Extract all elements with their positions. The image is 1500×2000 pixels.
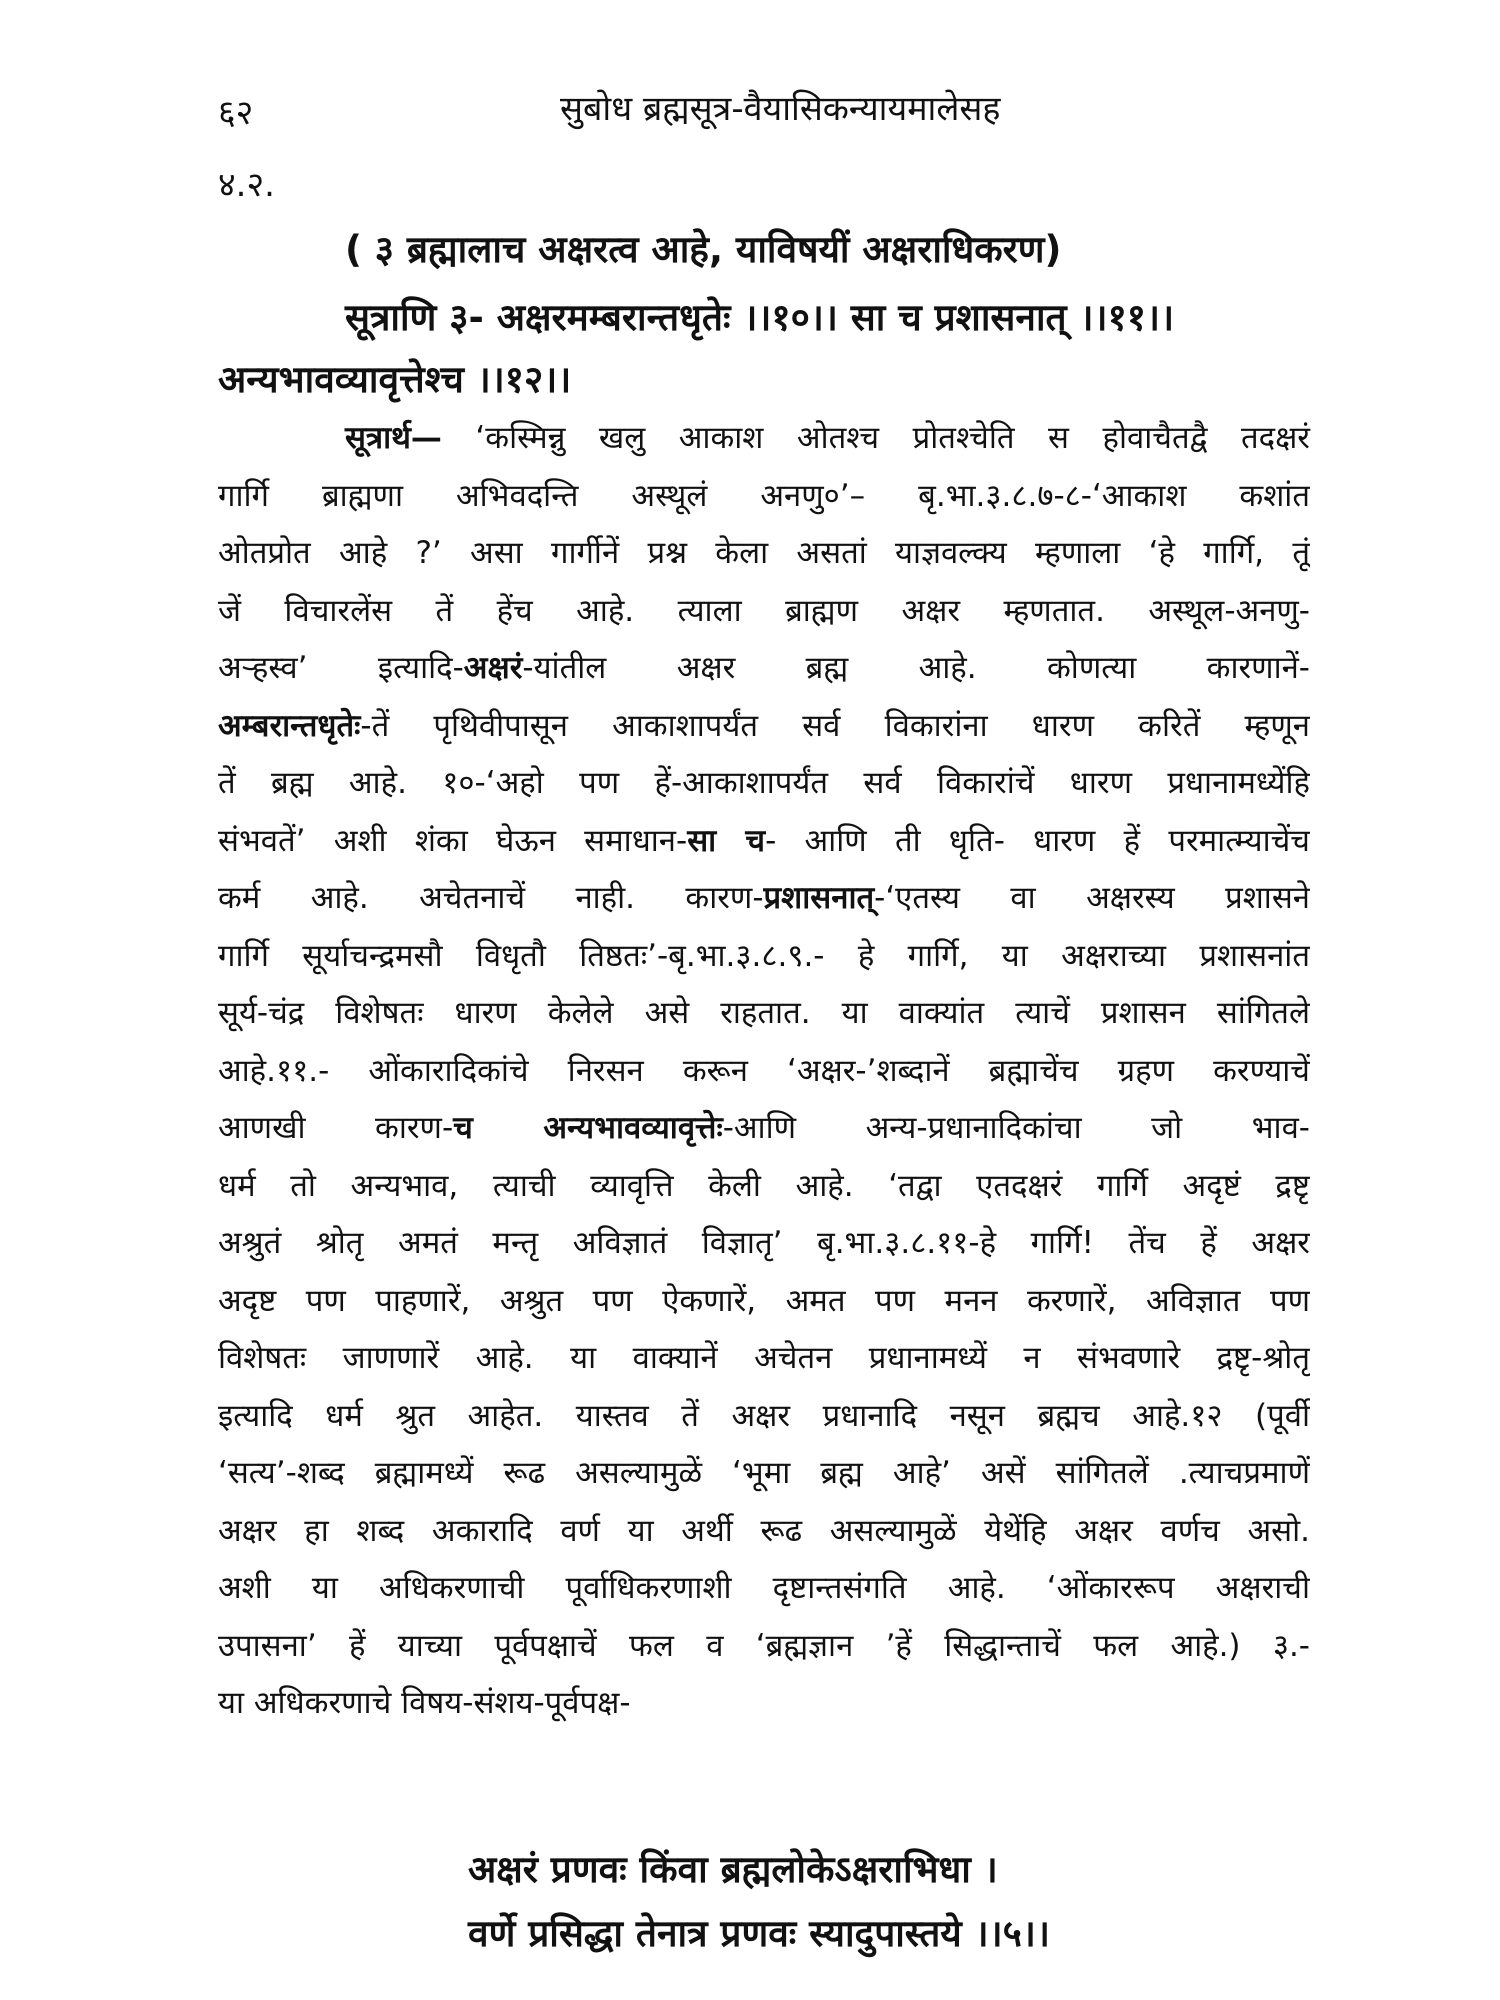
text-line: इत्यादि धर्म श्रुत आहेत. यास्तव तें अक्षर प्रधानादि नसून ब्रह्मच आहे.१२ (पूर्वी — [218, 1397, 1310, 1434]
text-line: धर्म तो अन्यभाव, त्याची व्यावृत्ति केली आहे. ‘तद्वा एतदक्षरं गार्गि अदृष्टं द्रष्टृ — [218, 1167, 1310, 1204]
text-line: ‘सत्य’-शब्द ब्रह्मामध्यें रूढ असल्यामुळें ‘भूमा ब्रह्म आहे’ असें सांगितलें .त्याचप्रमाणें — [218, 1455, 1310, 1491]
page-number: ६२ — [218, 93, 254, 133]
text-line: अक्षर हा शब्द अकारादि वर्ण या अर्थी रूढ असल्यामुळें येथेंहि अक्षर वर्णच असो. — [218, 1512, 1310, 1549]
bold-term: अक्षरं — [463, 650, 523, 686]
bold-term: सा च — [687, 822, 766, 859]
text-line: जें विचारलेंस तें हेंच आहे. त्याला ब्राह्मण अक्षर म्हणतात. अस्थूल-अनणु- — [218, 592, 1310, 629]
text-line: अदृष्ट पण पाहणारें, अश्रुत पण ऐकणारें, अमत पण मनन करणारें, अविज्ञात पण — [218, 1282, 1310, 1319]
verse-line-1: अक्षरं प्रणवः किंवा ब्रह्मलोकेऽक्षराभिधा । — [468, 1848, 998, 1891]
text-line: सूत्रार्थ— ‘कस्मिन्नु खलु आकाश ओतश्च प्रोतश्चेति स होवाचैतद्वै तदक्षरं — [345, 420, 1310, 456]
adhikarana-heading: ( ३ ब्रह्मालाच अक्षरत्व आहे, याविषयीं अक्षराधिकरण) — [345, 228, 1062, 271]
text-line: कर्म आहे. अचेतनाचें नाही. कारण-प्रशासनात्-‘एतस्य वा अक्षरस्य प्रशासने — [218, 880, 1310, 916]
verse-line-2: वर्णे प्रसिद्धा तेनात्र प्रणवः स्यादुपास्तये ।।५।। — [468, 1912, 1050, 1955]
text-line: अऱ्हस्व’ इत्यादि-अक्षरं-यांतील अक्षर ब्रह्म आहे. कोणत्या कारणानें- — [218, 650, 1310, 686]
bold-term: प्रशासनात् — [763, 880, 875, 916]
text-line: विशेषतः जाणणारें आहे. या वाक्यानें अचेतन प्रधानामध्यें न संभवणारे द्रष्टृ-श्रोतृ — [218, 1340, 1310, 1376]
text-line: उपासना’ हें याच्या पूर्वपक्षाचें फल व ‘ब्रह्मज्ञान ’हें सिद्धान्ताचें फल आहे.) ३.- — [218, 1627, 1310, 1664]
sutrartha-label: सूत्रार्थ— — [345, 420, 442, 456]
text-line: गार्गि ब्राह्मणा अभिवदन्ति अस्थूलं अनणु०’– बृ.भा.३.८.७-८-‘आकाश कशांत — [218, 477, 1310, 514]
section-reference: ४.२. — [218, 165, 275, 205]
running-title: सुबोध ब्रह्मसूत्र-वैयासिकन्यायमालेसह — [560, 89, 1001, 129]
text-line: सूर्य-चंद्र विशेषतः धारण केलेले असे राहतात. या वाक्यांत त्याचें प्रशासन सांगितले — [218, 995, 1310, 1031]
text-line: आणखी कारण-च अन्यभावव्यावृत्तेः-आणि अन्य-प्रधानादिकांचा जो भाव- — [218, 1110, 1310, 1146]
text-line: आहे.११.- ओंकारादिकांचे निरसन करून ‘अक्षर-’शब्दानें ब्रह्माचेंच ग्रहण करण्याचें — [218, 1052, 1310, 1089]
text-line: अम्बरान्तधृतेः-तें पृथिवीपासून आकाशापर्यंत सर्व विकारांना धारण करितें म्हणून — [218, 707, 1310, 744]
bold-term: अम्बरान्तधृतेः — [218, 707, 361, 744]
sutra-line-2: अन्यभावव्यावृत्तेश्च ।।१२।। — [218, 358, 572, 401]
bold-term: च अन्यभावव्यावृत्तेः — [453, 1110, 723, 1146]
text-line: अश्रुतं श्रोतृ अमतं मन्तृ अविज्ञातं विज्ञातृ’ बृ.भा.३.८.११-हे गार्गि! तेंच हें अक्षर — [218, 1225, 1310, 1261]
text-line: या अधिकरणाचे विषय-संशय-पूर्वपक्ष- — [218, 1685, 631, 1721]
text-line: ओतप्रोत आहे ?’ असा गार्गीनें प्रश्न केला असतां याज्ञवल्क्य म्हणाला ‘हे गार्गि, तूं — [218, 535, 1310, 571]
text-line: अशी या अधिकरणाची पूर्वाधिकरणाशी दृष्टान्तसंगति आहे. ‘ओंकाररूप अक्षराची — [218, 1570, 1310, 1606]
text-line: तें ब्रह्म आहे. १०-‘अहो पण हें-आकाशापर्यंत सर्व विकारांचें धारण प्रधानामध्येंहि — [218, 765, 1310, 801]
text-line: संभवतें’ अशी शंका घेऊन समाधान-सा च- आणि ती धृति- धारण हें परमात्म्याचेंच — [218, 822, 1310, 859]
sutra-line-1: सूत्राणि ३- अक्षरमम्बरान्तधृतेः ।।१०।। सा च प्रशासनात् ।।११।। — [345, 296, 1175, 339]
text-line: गार्गि सूर्याचन्द्रमसौ विधृतौ तिष्ठतः’-बृ.भा.३.८.९.- हे गार्गि, या अक्षराच्या प्रशासनांत — [218, 937, 1310, 974]
commentary-paragraph — [218, 410, 1310, 1733]
